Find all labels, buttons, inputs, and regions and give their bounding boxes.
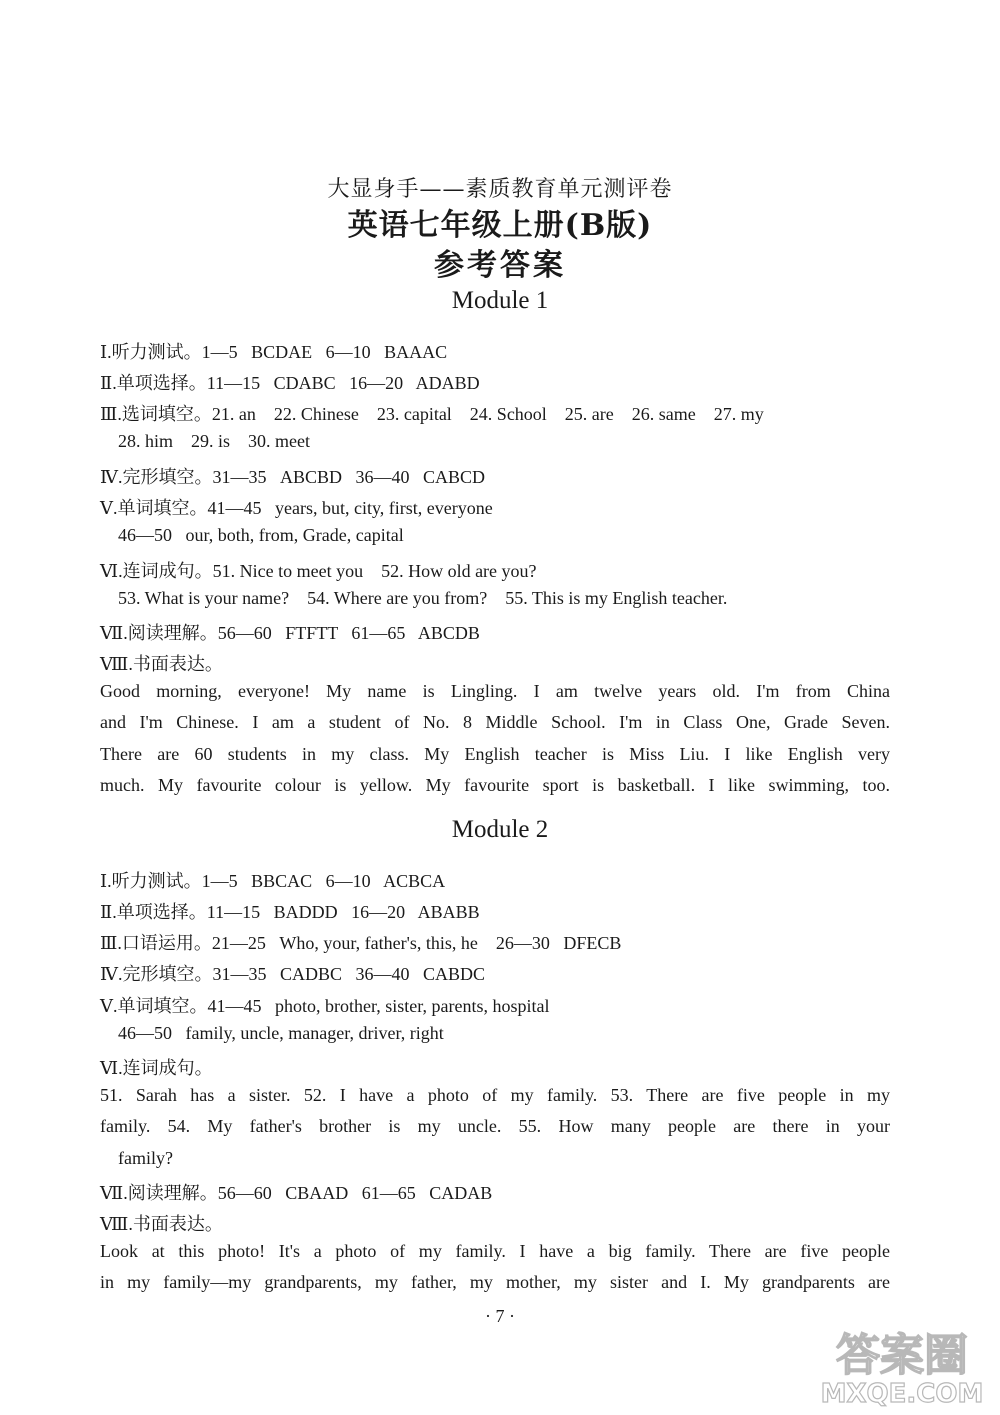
- answer-key-title: 参考答案: [434, 248, 566, 283]
- m2-oral: Ⅲ.口语运用。21—25 Who, your, father's, this, he 26—30 DFECB: [100, 933, 622, 953]
- m2-essay-line: Look at this photo! It's a photo of my family. I have a big family. There are five people: [100, 1241, 890, 1261]
- module-1-title: Module 1: [451, 287, 549, 314]
- page-number: · 7 ·: [485, 1306, 515, 1326]
- m2-word-blank: Ⅴ.单词填空。41—45 photo, brother, sister, parents, hospital: [100, 996, 550, 1016]
- m1-word-fill: Ⅲ.选词填空。21. an 22. Chinese 23. capital 24. School 25. are 26. same 27. my: [100, 404, 764, 424]
- m1-reading: Ⅶ.阅读理解。56—60 FTFTT 61—65 ABCDB: [100, 623, 480, 643]
- m2-essay-line: in my family—my grandparents, my father, my mother, my sister and I. My grandparents are: [100, 1272, 890, 1292]
- m1-word-fill-cont: 28. him 29. is 30. meet: [100, 431, 310, 451]
- series-title: 大显身手——素质教育单元测评卷: [327, 177, 673, 202]
- m2-sentence-line: 51. Sarah has a sister. 52. I have a photo of my family. 53. There are five people in my: [100, 1085, 890, 1105]
- m1-cloze: Ⅳ.完形填空。31—35 ABCBD 36—40 CABCD: [100, 467, 486, 487]
- m1-sentence-building-cont: 53. What is your name? 54. Where are you from? 55. This is my English teacher.: [100, 588, 728, 608]
- watermark-text: 答案圈: [836, 1330, 968, 1381]
- m1-essay-line: There are 60 students in my class. My English teacher is Miss Liu. I like English very: [100, 744, 890, 764]
- m2-sentence-building: Ⅵ.连词成句。: [100, 1058, 213, 1078]
- m1-essay-line: much. My favourite colour is yellow. My favourite sport is basketball. I like swimming, too.: [100, 775, 890, 795]
- watermark-url: MXQE.COM: [820, 1379, 984, 1408]
- m2-sentence-line-end: family?: [100, 1148, 173, 1168]
- m1-listening: Ⅰ.听力测试。1—5 BCDAE 6—10 BAAAC: [100, 342, 448, 362]
- module-2-title: Module 2: [451, 816, 549, 843]
- m1-essay-line: Good morning, everyone! My name is Lingling. I am twelve years old. I'm from China: [100, 681, 890, 701]
- m2-listening: Ⅰ.听力测试。1—5 BBCAC 6—10 ACBCA: [100, 871, 446, 891]
- m2-cloze: Ⅳ.完形填空。31—35 CADBC 36—40 CABDC: [100, 964, 486, 984]
- m2-writing: Ⅷ.书面表达。: [100, 1214, 223, 1234]
- book-title: 英语七年级上册(B版): [347, 208, 653, 243]
- m1-single-choice: Ⅱ.单项选择。11—15 CDABC 16—20 ADABD: [100, 373, 480, 393]
- m2-word-blank-cont: 46—50 family, uncle, manager, driver, right: [100, 1023, 444, 1043]
- m1-sentence-building: Ⅵ.连词成句。51. Nice to meet you 52. How old are you?: [100, 561, 537, 581]
- m1-word-blank: Ⅴ.单词填空。41—45 years, but, city, first, everyone: [100, 498, 493, 518]
- m2-sentence-line: family. 54. My father's brother is my uncle. 55. How many people are there in your: [100, 1116, 890, 1136]
- watermark-logo: [810, 1318, 990, 1408]
- m2-reading: Ⅶ.阅读理解。56—60 CBAAD 61—65 CADAB: [100, 1183, 493, 1203]
- m1-word-blank-cont: 46—50 our, both, from, Grade, capital: [100, 525, 404, 545]
- m2-single-choice: Ⅱ.单项选择。11—15 BADDD 16—20 ABABB: [100, 902, 480, 922]
- m1-writing: Ⅷ.书面表达。: [100, 654, 223, 674]
- m1-essay-line: and I'm Chinese. I am a student of No. 8 Middle School. I'm in Class One, Grade Seven.: [100, 712, 890, 732]
